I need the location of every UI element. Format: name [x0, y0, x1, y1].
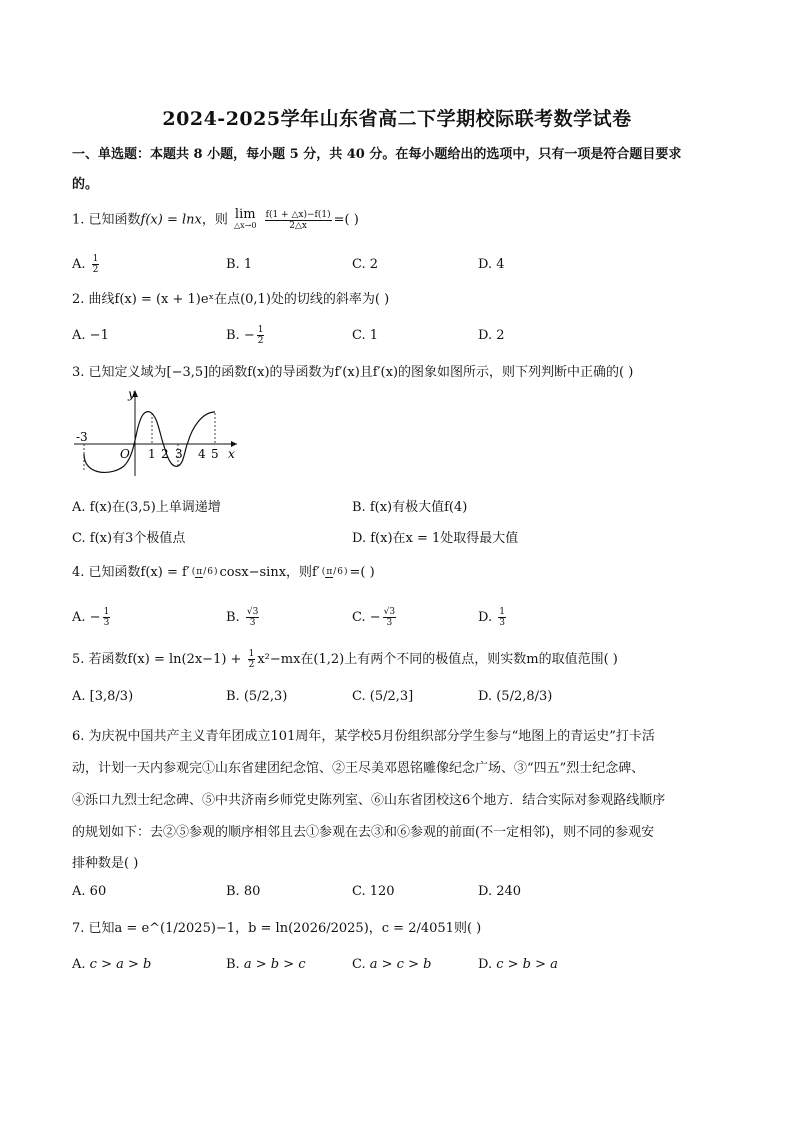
q4-arg-1: (π/6) — [191, 567, 218, 577]
q2-option-a: A. −1 — [72, 328, 109, 343]
q1-suffix: =( ) — [333, 212, 359, 228]
tick-1: 1 — [148, 447, 156, 461]
q7-option-a: A. c > a > b — [72, 957, 152, 972]
q1-mid: ，则 — [201, 212, 228, 228]
lim-sub: △x→0 — [234, 221, 257, 230]
question-6-line-4: 的规划如下：去②⑤参观的顺序相邻且去①参观在去③和⑥参观的前面(不一定相邻)，则不同的参观安 — [72, 825, 655, 840]
section-heading: 一、单选题：本题共 8 小题，每小题 5 分，共 40 分。在每小题给出的选项中，只有一项是符合题目要求 — [72, 147, 682, 162]
question-7: 7. 已知a = e^(1/2025)−1，b = ln(2026/2025)，c = 2/4051则( ) — [72, 921, 482, 936]
y-label: y — [128, 387, 135, 401]
q1-option-a: A. $\frac{1}{2}$ — [72, 254, 99, 275]
tick-5: 5 — [211, 447, 219, 461]
q1-frac-den: 2△x — [289, 220, 307, 231]
q5-option-b: B. (5/2,3) — [226, 689, 288, 704]
q1-frac-num: f(1 + △x)−f(1) — [265, 209, 331, 220]
q7-option-d: D. c > b > a — [478, 957, 558, 972]
tick-neg3: -3 — [76, 430, 88, 444]
q1-func: f(x) = lnx — [140, 212, 202, 228]
q7-option-b: B. a > b > c — [226, 957, 306, 972]
q2-option-b: B. − $\frac{1}{2}$ — [226, 325, 264, 346]
q3-option-b: B. f(x)有极大值f(4) — [352, 500, 468, 515]
q2-option-d: D. 2 — [478, 328, 505, 343]
question-6-line-2: 动，计划一天内参观完①山东省建团纪念馆、②王尽美邓恩铭雕像纪念广场、③“四五”烈士纪念碑、 — [72, 761, 645, 776]
q4-option-c: C. − $\frac{√3}{3}$ — [352, 607, 396, 628]
q5-option-d: D. (5/2,8/3) — [478, 689, 553, 704]
q5-option-a: A. [3,8/3) — [72, 689, 134, 704]
q6-option-c: C. 120 — [352, 884, 395, 899]
page-title: 2024-2025学年山东省高二下学期校际联考数学试卷 — [162, 108, 632, 130]
question-6-line-5: 排种数是( ) — [72, 856, 139, 871]
q4-suffix: =( ) — [349, 565, 375, 580]
derivative-graph — [72, 386, 242, 478]
q4-mid: cosx−sinx，则f′ — [219, 565, 320, 580]
q1-option-b: B. 1 — [226, 257, 253, 272]
q2-option-c: C. 1 — [352, 328, 379, 343]
q4-arg-2: (π/6) — [321, 567, 348, 577]
q4-option-a: A. − $\frac{1}{3}$ — [72, 607, 110, 628]
tick-4: 4 — [198, 447, 206, 461]
q1-limit — [234, 209, 256, 231]
q3-option-d: D. f(x)在x = 1处取得最大值 — [352, 531, 519, 546]
q1-option-d: D. 4 — [478, 257, 505, 272]
q7-option-c: C. a > c > b — [352, 957, 432, 972]
q4-option-b: B. $\frac{√3}{3}$ — [226, 607, 259, 628]
q5-option-c: C. (5/2,3] — [352, 689, 414, 704]
q3-option-c: C. f(x)有3个极值点 — [72, 531, 186, 546]
origin-label: O — [120, 447, 130, 461]
tick-3: 3 — [175, 447, 183, 461]
q5-prefix: 5. 若函数f(x) = ln(2x−1) + — [72, 652, 242, 667]
q1-option-c: C. 2 — [352, 257, 379, 272]
q5-half: $\frac{1}{2}$ — [248, 649, 255, 670]
question-3: 3. 已知定义域为[−3,5]的函数f(x)的导函数为f′(x)且f′(x)的图象如图所示，则下列判断中正确的( ) — [72, 365, 634, 380]
q4-prefix: 4. 已知函数f(x) = f′ — [72, 565, 190, 580]
q6-option-b: B. 80 — [226, 884, 261, 899]
q5-suffix: x²−mx在(1,2)上有两个不同的极值点，则实数m的取值范围( ) — [257, 652, 618, 667]
question-1 — [72, 209, 359, 231]
question-5 — [72, 649, 618, 670]
tick-2: 2 — [161, 447, 169, 461]
question-6-line-3: ④泺口九烈士纪念碑、⑤中共济南乡师党史陈列室、⑥山东省团校这6个地方．结合实际对参观路线顺序 — [72, 793, 666, 808]
q1-fraction — [265, 210, 332, 231]
q6-option-a: A. 60 — [72, 884, 107, 899]
lim-word: lim — [234, 207, 256, 222]
derivative-curve — [84, 412, 215, 473]
q6-option-d: D. 240 — [478, 884, 522, 899]
section-heading-cont: 的。 — [72, 177, 99, 192]
q1-prefix: 1. 已知函数 — [72, 212, 141, 228]
q4-option-d: D. $\frac{1}{3}$ — [478, 607, 505, 628]
question-4 — [72, 564, 375, 582]
question-2: 2. 曲线f(x) = (x + 1)eˣ在点(0,1)处的切线的斜率为( ) — [72, 292, 390, 307]
q3-option-a: A. f(x)在(3,5)上单调递增 — [72, 500, 221, 515]
question-6-line-1: 6. 为庆祝中国共产主义青年团成立101周年，某学校5月份组织部分学生参与“地图上的青运史”打卡活 — [72, 729, 655, 744]
x-label: x — [228, 447, 235, 461]
